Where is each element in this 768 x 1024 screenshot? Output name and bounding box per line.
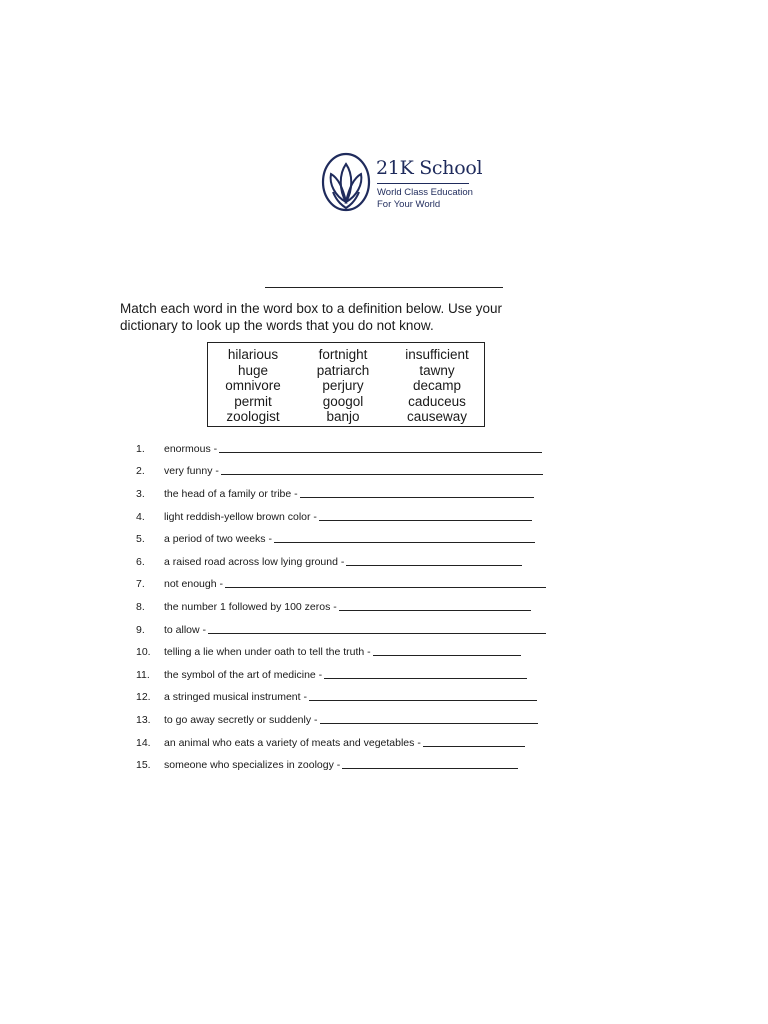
question-text: the number 1 followed by 100 zeros - [164, 601, 337, 613]
word: tawny [419, 362, 455, 378]
question-number: 3. [136, 488, 145, 500]
lotus-logo-icon [321, 152, 371, 214]
word: patriarch [316, 362, 370, 378]
question-item [136, 620, 546, 636]
word: permit [234, 393, 272, 409]
question-number: 5. [136, 533, 145, 545]
question-number: 7. [136, 578, 145, 590]
question-item [136, 439, 542, 455]
logo-title: 21K School [376, 157, 483, 179]
question-number: 9. [136, 624, 145, 636]
answer-blank[interactable] [342, 768, 518, 769]
answer-blank[interactable] [423, 746, 525, 747]
word: fortnight [318, 347, 368, 362]
word: perjury [322, 378, 364, 393]
question-item [136, 687, 537, 703]
word: decamp [412, 378, 462, 393]
question-item [136, 552, 522, 568]
instructions [120, 300, 560, 334]
logo-subtitle-line2: For Your World [377, 199, 441, 210]
answer-blank[interactable] [300, 497, 534, 498]
question-item [136, 642, 521, 658]
instructions-line1: Match each word in the word box to a definition below. Use your [120, 301, 502, 316]
instructions-line2: dictionary to look up the words that you do not know. [120, 318, 434, 333]
word-box [207, 342, 485, 427]
question-item [136, 461, 543, 477]
question-text: someone who specializes in zoology - [164, 759, 341, 771]
question-text: a stringed musical instrument - [164, 691, 307, 703]
question-item [136, 665, 527, 681]
question-number: 4. [136, 511, 145, 523]
word: omnivore [225, 378, 281, 393]
logo-divider [377, 183, 469, 184]
question-text: to allow - [164, 624, 207, 636]
question-text: light reddish-yellow brown color - [164, 511, 317, 523]
answer-blank[interactable] [324, 678, 527, 679]
question-item [136, 529, 535, 545]
word: banjo [326, 409, 360, 424]
word: googol [322, 393, 364, 409]
answer-blank[interactable] [208, 633, 546, 634]
question-number: 12. [136, 691, 151, 703]
word-column-1 [218, 347, 288, 425]
question-item [136, 755, 518, 771]
word: zoologist [226, 409, 280, 424]
question-text: enormous - [164, 443, 218, 455]
answer-blank[interactable] [225, 587, 546, 588]
word-column-2 [308, 347, 378, 425]
title-blank-line [265, 287, 503, 288]
word: hilarious [227, 347, 279, 362]
question-number: 15. [136, 759, 151, 771]
question-number: 1. [136, 443, 145, 455]
question-number: 6. [136, 556, 145, 568]
word: insufficient [405, 347, 469, 362]
answer-blank[interactable] [320, 723, 538, 724]
answer-blank[interactable] [309, 700, 537, 701]
question-text: to go away secretly or suddenly - [164, 714, 318, 726]
question-text: not enough - [164, 578, 223, 590]
answer-blank[interactable] [219, 452, 542, 453]
question-text: very funny - [164, 465, 219, 477]
question-text: a raised road across low lying ground - [164, 556, 345, 568]
word: caduceus [408, 393, 466, 409]
question-text: a period of two weeks - [164, 533, 272, 545]
word: huge [237, 362, 269, 378]
question-number: 11. [136, 669, 150, 681]
word-column-3 [396, 347, 478, 425]
answer-blank[interactable] [319, 520, 532, 521]
question-item [136, 574, 546, 590]
question-item [136, 597, 531, 613]
question-text: an animal who eats a variety of meats and vegetables - [164, 737, 421, 749]
question-item [136, 507, 532, 523]
question-text: telling a lie when under oath to tell the truth - [164, 646, 371, 658]
question-text: the symbol of the art of medicine - [164, 669, 323, 681]
answer-blank[interactable] [274, 542, 535, 543]
question-number: 13. [136, 714, 151, 726]
question-number: 2. [136, 465, 145, 477]
question-text: the head of a family or tribe - [164, 488, 298, 500]
answer-blank[interactable] [373, 655, 521, 656]
answer-blank[interactable] [339, 610, 531, 611]
question-number: 14. [136, 737, 151, 749]
word: causeway [406, 409, 468, 424]
question-number: 8. [136, 601, 145, 613]
answer-blank[interactable] [346, 565, 522, 566]
question-item [136, 710, 538, 726]
question-item [136, 733, 525, 749]
logo-subtitle-line1: World Class Education [377, 187, 473, 198]
answer-blank[interactable] [221, 474, 543, 475]
school-logo [321, 152, 481, 216]
question-item [136, 484, 534, 500]
question-number: 10. [136, 646, 151, 658]
